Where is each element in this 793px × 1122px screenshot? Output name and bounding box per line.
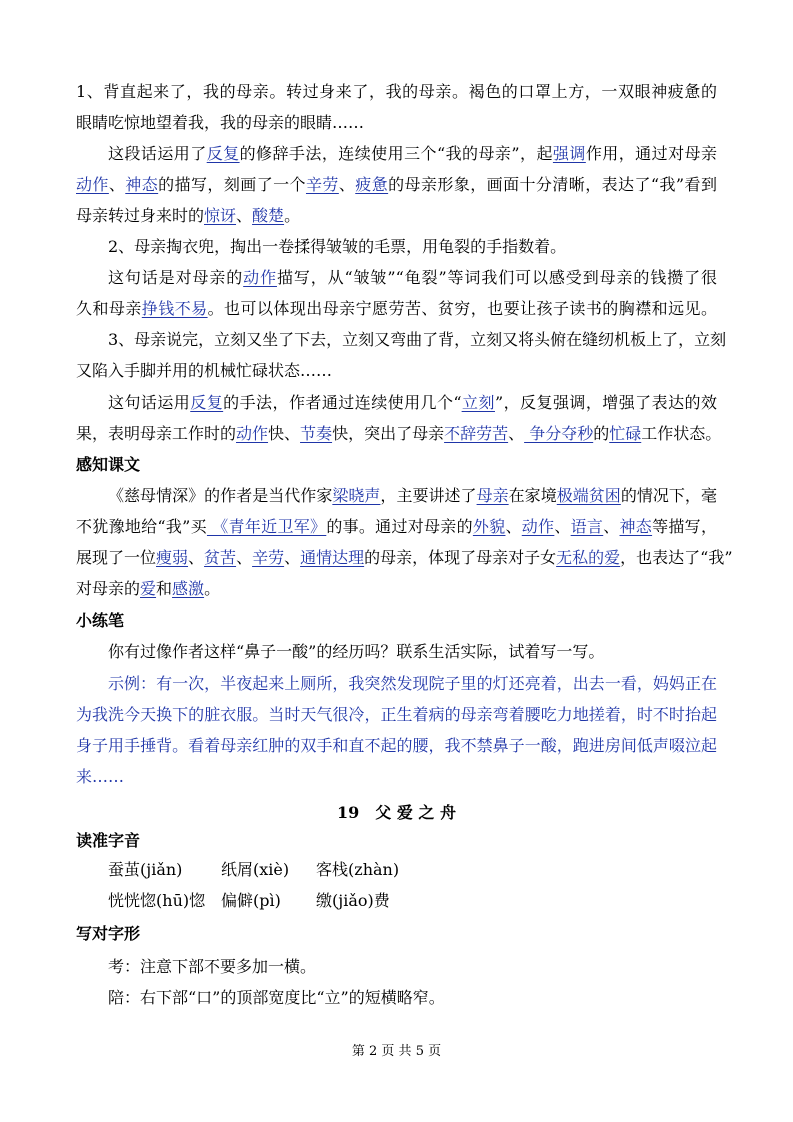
key-term: 贫苦 [204, 548, 237, 567]
section-heading-glyphs: 写对字形 [76, 924, 141, 943]
example-line-1: 示例：有一次，半夜起来上厕所，我突然发现院子里的灯还亮着，出去一看，妈妈正在 [108, 674, 717, 693]
quote-3-line-2: 又陷入手脚并用的机械忙碌状态…… [76, 361, 333, 380]
key-term: 动作 [236, 424, 269, 443]
key-term: 动作 [521, 517, 555, 536]
text-segment: ，主要讲述了 [380, 486, 477, 505]
text-segment: 、 [338, 175, 356, 194]
pron-item-3: 客栈(zhàn) [316, 860, 400, 879]
text-segment: ，也表达了“我” [620, 548, 733, 567]
key-term: 节奏 [300, 424, 333, 443]
key-term: 梁晓声 [332, 486, 381, 505]
glyph-note-2: 陪：右下部“口”的顶部宽度比“立”的短横略窄。 [108, 988, 445, 1007]
key-term: 强调 [552, 144, 586, 163]
analysis-1-line-2 [76, 175, 717, 195]
text-segment: 、 [508, 424, 525, 443]
key-term: 辛劳 [252, 548, 285, 567]
text-segment: 、 [554, 517, 571, 536]
key-term: 惊讶 [204, 206, 237, 225]
analysis-2-line-1 [108, 268, 717, 288]
key-term: 神态 [125, 175, 159, 194]
key-term: 不辞劳苦 [444, 424, 509, 443]
text-segment: 和 [156, 579, 173, 598]
text-segment: 的母亲形象，画面十分清晰，表达了“我”看到 [388, 175, 717, 194]
key-term: 通情达理 [300, 548, 365, 567]
analysis-3-line-1 [108, 393, 717, 413]
key-term: 爱 [140, 579, 157, 598]
key-term: 极端贫困 [556, 486, 621, 505]
text-segment: 的描写，刻画了一个 [158, 175, 306, 194]
key-term: 辛劳 [305, 175, 339, 194]
key-term: 语言 [570, 517, 604, 536]
key-term: 酸楚 [252, 206, 285, 225]
key-term: 挣钱不易 [141, 299, 208, 318]
summary-line-2 [76, 517, 717, 537]
pron-item-6: 缴(jiǎo)费 [316, 891, 390, 910]
key-term: 瘦弱 [156, 548, 189, 567]
example-line-2: 为我洗今天换下的脏衣服。当时天气很冷，正生着病的母亲弯着腰吃力地搓着，时不时抬起 [76, 705, 717, 724]
text-segment: 久和母亲 [76, 299, 142, 318]
pron-item-1: 蚕茧(jiǎn) [108, 860, 183, 879]
text-segment: 的 [593, 424, 610, 443]
text-segment: 。 [284, 206, 301, 225]
key-term: 《青年近卫军》 [206, 517, 327, 536]
text-segment: 对母亲的 [76, 579, 141, 598]
text-segment: 的情况下，毫 [620, 486, 717, 505]
text-segment: 不犹豫地给“我”买 [76, 517, 207, 536]
text-segment: 、 [236, 548, 253, 567]
practice-question: 你有过像作者这样“鼻子一酸”的经历吗？联系生活实际，试着写一写。 [108, 642, 605, 661]
quote-2-line-1: 2、母亲掏衣兜，掏出一卷揉得皱皱的毛票，用龟裂的手指数着。 [108, 237, 567, 256]
key-term: 神态 [619, 517, 653, 536]
analysis-1-line-1 [108, 144, 717, 164]
text-segment: 描写，从“皱皱”“龟裂”等词我们可以感受到母亲的钱攒了很 [276, 268, 717, 287]
key-term: 忙碌 [609, 424, 642, 443]
summary-line-4 [76, 579, 220, 599]
text-segment: 、 [188, 548, 205, 567]
key-term: 母亲 [476, 486, 509, 505]
pron-item-2: 纸屑(xiè) [221, 860, 290, 879]
text-segment: 作用，通过对母亲 [585, 144, 717, 163]
text-segment: 在家境 [508, 486, 557, 505]
text-segment: 果，表明母亲工作时的 [76, 424, 237, 443]
text-segment: 的母亲，体现了母亲对子女 [364, 548, 557, 567]
text-segment: 、 [236, 206, 253, 225]
example-line-3: 身子用手捶背。看着母亲红肿的双手和直不起的腰，我不禁鼻子一酸，跑进房间低声啜泣起 [76, 736, 717, 755]
section-heading-practice: 小练笔 [76, 611, 125, 630]
key-term: 反复 [206, 144, 240, 163]
example-line-4: 来…… [76, 767, 125, 786]
key-term: 反复 [190, 393, 224, 412]
key-term: 疲惫 [355, 175, 389, 194]
analysis-3-line-2 [76, 424, 722, 444]
text-segment: 、 [603, 517, 620, 536]
text-segment: 这段话运用了 [108, 144, 207, 163]
key-term: 争分夺秒 [524, 424, 594, 443]
text-segment: 快，突出了母亲 [332, 424, 445, 443]
text-segment: 这句话运用 [108, 393, 191, 412]
lesson-title: 19 父 爱 之 舟 [337, 803, 456, 822]
analysis-1-line-3 [76, 206, 300, 226]
section-heading-pronunciation: 读准字音 [76, 831, 141, 850]
text-segment: ”，反复强调，增强了表达的效 [494, 393, 717, 412]
text-segment: 快、 [268, 424, 301, 443]
glyph-note-1: 考：注意下部不要多加一横。 [108, 957, 317, 976]
text-segment: 、 [505, 517, 522, 536]
text-segment: 的事。通过对母亲的 [326, 517, 473, 536]
text-segment: 《慈母情深》的作者是当代作家 [108, 486, 333, 505]
quote-3-line-1: 3、母亲说完，立刻又坐了下去，立刻又弯曲了背，立刻又将头俯在缝纫机板上了，立刻 [108, 330, 727, 349]
text-segment: 等描写， [652, 517, 717, 536]
key-term: 动作 [243, 268, 277, 287]
quote-1-line-1: 1、背直起来了，我的母亲。转过身来了，我的母亲。褐色的口罩上方，一双眼神疲惫的 [76, 82, 717, 101]
page-footer: 第 2 页 共 5 页 [351, 1044, 442, 1059]
summary-line-1 [108, 486, 717, 506]
analysis-2-line-2 [76, 299, 717, 319]
text-segment: 、 [284, 548, 301, 567]
pron-item-5: 偏僻(pì) [221, 891, 281, 910]
key-term: 感激 [172, 579, 205, 598]
text-segment: 工作状态。 [641, 424, 722, 443]
section-heading-perception: 感知课文 [76, 455, 141, 474]
text-segment: 这句话是对母亲的 [108, 268, 244, 287]
key-term: 外貌 [472, 517, 506, 536]
text-segment: 、 [108, 175, 126, 194]
pron-item-4: 恍恍惚(hū)惚 [108, 891, 206, 910]
text-segment: 的修辞手法，连续使用三个“我的母亲”，起 [239, 144, 553, 163]
text-segment: 的手法，作者通过连续使用几个“ [223, 393, 462, 412]
text-segment: 。 [204, 579, 221, 598]
text-segment: 。也可以体现出母亲宁愿劳苦、贫穷，也要让孩子读书的胸襟和远见。 [207, 299, 717, 318]
quote-1-line-2: 眼睛吃惊地望着我，我的母亲的眼睛…… [76, 113, 365, 132]
summary-line-3 [76, 548, 733, 568]
text-segment: 展现了一位 [76, 548, 157, 567]
key-term: 无私的爱 [556, 548, 621, 567]
key-term: 动作 [76, 175, 109, 194]
text-segment: 母亲转过身来时的 [76, 206, 205, 225]
key-term: 立刻 [461, 393, 495, 412]
